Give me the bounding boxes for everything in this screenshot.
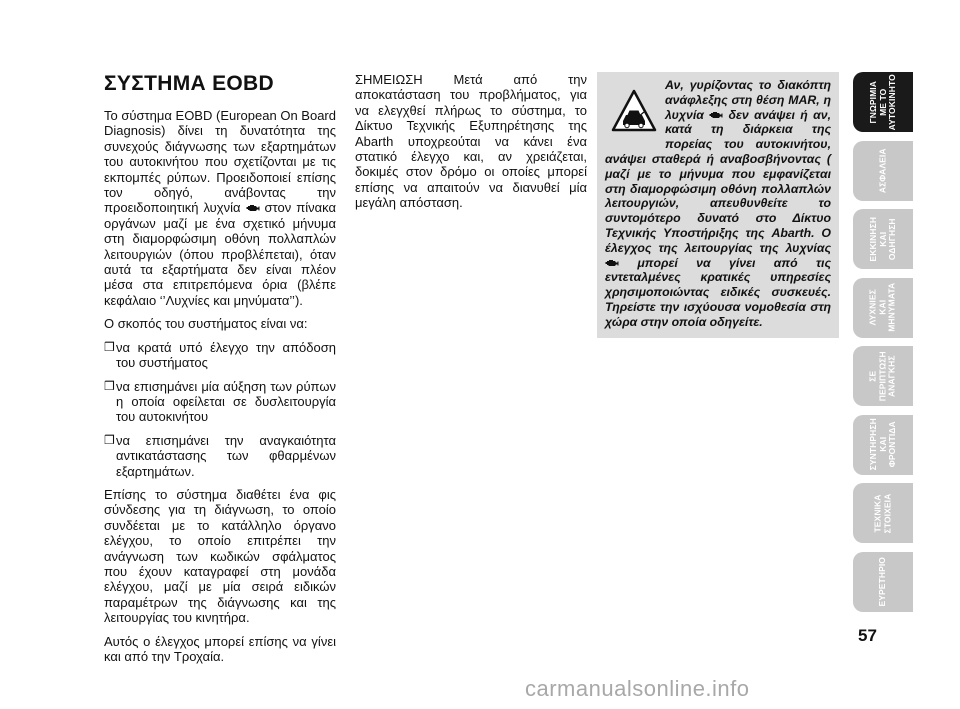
list-item-text: να επισημάνει μία αύξηση των ρύπων η οποία οφείλεται σε δυσλειτουργία του αυτοκινήτου bbox=[116, 378, 336, 425]
police-paragraph: Αυτός ο έλεγχος μπορεί επίσης να γίνει και από την Τροχαία. bbox=[104, 633, 336, 664]
tab-label: ΕΥΡΕΤΗΡΙΟ bbox=[877, 556, 888, 607]
car-warning-triangle-icon bbox=[611, 88, 657, 134]
tab-label: ΣΕ ΠΕΡΙΠΤΩΣΗ ΑΝΑΓΚΗΣ bbox=[867, 351, 897, 401]
warning-box bbox=[597, 72, 839, 338]
intro-text: Το σύστημα EOBD (European On Board Diagnosis) δίνει τη δυνατότητα της συνεχούς διάγνωσης των εξαρτημάτων του αυτοκινήτου που σχετίζονται με τις εκπομπές ρύπων. Προειδοποιεί επίσης τον οδηγό, ανάβοντας την προειδοποιητική λυχνία bbox=[104, 108, 336, 216]
tab-label: ΤΕΧΝΙΚΑ ΣΤΟΙΧΕΙΑ bbox=[872, 493, 892, 533]
diagnosis-paragraph: Επίσης το σύστημα διαθέτει ένα φις σύνδεσης για τη διάγνωση, το οποίο συνδέεται με το κατάλληλο όργανο ελέγχου, το οποίο επιτρέπει την ανάγνωση των κωδικών σφάλματος που έχουν καταγραφεί στη μονάδα ελέγχου, μαζί με μία σειρά ειδικών παραμέτρων της διάγνωσης και της λειτουργίας του κινητήρα. bbox=[104, 486, 336, 626]
tab-getting-to-know[interactable] bbox=[853, 72, 913, 132]
list-item-text: να κρατά υπό έλεγχο την απόδοση του συστήματος bbox=[116, 339, 336, 371]
page-number: 57 bbox=[858, 626, 877, 645]
intro-text-cont: στον πίνακα οργάνων μαζί με ένα σχετικό μήνυμα στη διαμορφώσιμη οθόνη πολλαπλών λειτουργιών (όπου προβλέπεται), όταν αυτά τα εξαρτήματα δεν είναι πλέον μέσα στα επιτρεπόμενα όρια (βλέπε κεφάλαιο ‘’Λυχνίες και μηνύματα’’). bbox=[104, 200, 336, 308]
tab-index[interactable] bbox=[853, 552, 913, 612]
note-paragraph: ΣΗΜΕΙΩΣΗ Μετά από την αποκατάσταση του προβλήματος, για να ελεγχθεί πλήρως το σύστημα, το Δίκτυο Τεχνικής Εξυπηρέτησης της Abarth υποχρεούται να κάνει ένα στατικό έλεγχο και, αν χρειάζεται, δοκιμές στον δρόμο οι οποίες μπορεί επίσης να απαιτούν να διανυθεί μία μεγάλη απόσταση. bbox=[355, 72, 587, 211]
warning-text-a: Αν, γυρίζοντας το διακόπτη ανάφλεξης στη θέση MAR, η λυχνία bbox=[665, 78, 831, 122]
warning-text-b: δεν ανάψει ή αν, κατά τη διάρκεια της πορείας του αυτοκινήτου, ανάψει σταθερά ή αναβοσβήνοντας ( μαζί με το μήνυμα που εμφανίζεται στη διαμορφώσιμη οθόνη πολλαπλών λειτουργιών, απευθυνθείτε το συντομότερο δυνατό στο Δίκτυο Τεχνικής Υποστήριξης της Abarth. Ο έλεγχος της λειτουργίας της λυχνίας bbox=[605, 107, 831, 255]
tab-warning-lights[interactable] bbox=[853, 278, 913, 338]
list-item bbox=[104, 433, 336, 479]
tab-maintenance[interactable] bbox=[853, 415, 913, 475]
engine-warning-lamp-icon bbox=[605, 258, 619, 268]
tab-starting-driving[interactable] bbox=[853, 209, 913, 269]
tab-label: ΣΥΝΤΗΡΗΣΗ ΚΑΙ ΦΡΟΝΤΙΔΑ bbox=[867, 418, 897, 471]
warning-text-c: μπορεί να γίνει από τις εντεταλμένες κρατικές υπηρεσίες χρησιμοποιώντας ειδικές συσκευές. Τηρείστε την ισχύουσα νομοθεσία στη χώρα στην οποία οδηγείτε. bbox=[605, 255, 831, 329]
tab-label: ΕΚΚΙΝΗΣΗ ΚΑΙ ΟΔΗΓΗΣΗ bbox=[867, 216, 897, 262]
engine-warning-lamp-icon bbox=[246, 203, 260, 213]
tab-emergency[interactable] bbox=[853, 346, 913, 406]
list-item-text: να επισημάνει την αναγκαιότητα αντικατάστασης των φθαρμένων εξαρτημάτων. bbox=[116, 432, 336, 479]
tab-safety[interactable] bbox=[853, 141, 913, 201]
warning-section bbox=[597, 72, 839, 338]
tab-label: ΛΥΧΝΙΕΣ ΚΑΙ ΜΗΝΥΜΑΤΑ bbox=[867, 282, 897, 333]
intro-paragraph bbox=[104, 108, 336, 308]
checkbox-bullet-icon: ❒ bbox=[104, 432, 115, 447]
chapter-tabs bbox=[853, 72, 913, 620]
tab-label: ΑΣΦΑΛΕΙΑ bbox=[877, 148, 888, 193]
list-item bbox=[104, 379, 336, 425]
engine-warning-lamp-icon bbox=[709, 110, 723, 120]
checkbox-bullet-icon: ❒ bbox=[104, 339, 115, 354]
section-title: ΣΥΣΤΗΜΑ EOBD bbox=[104, 72, 274, 95]
tab-technical-data[interactable] bbox=[853, 483, 913, 543]
eobd-section bbox=[104, 72, 336, 672]
note-section bbox=[355, 72, 587, 219]
purpose-paragraph: Ο σκοπός του συστήματος είναι να: bbox=[104, 316, 308, 332]
checkbox-bullet-icon: ❒ bbox=[104, 378, 115, 393]
tab-label: ΓΝΩΡΙΜΙΑ ΜΕ ΤΟ ΑΥΤΟΚΙΝΗΤΟ bbox=[867, 73, 897, 131]
list-item bbox=[104, 340, 336, 371]
watermark: carmanualsonline.info bbox=[525, 676, 750, 701]
